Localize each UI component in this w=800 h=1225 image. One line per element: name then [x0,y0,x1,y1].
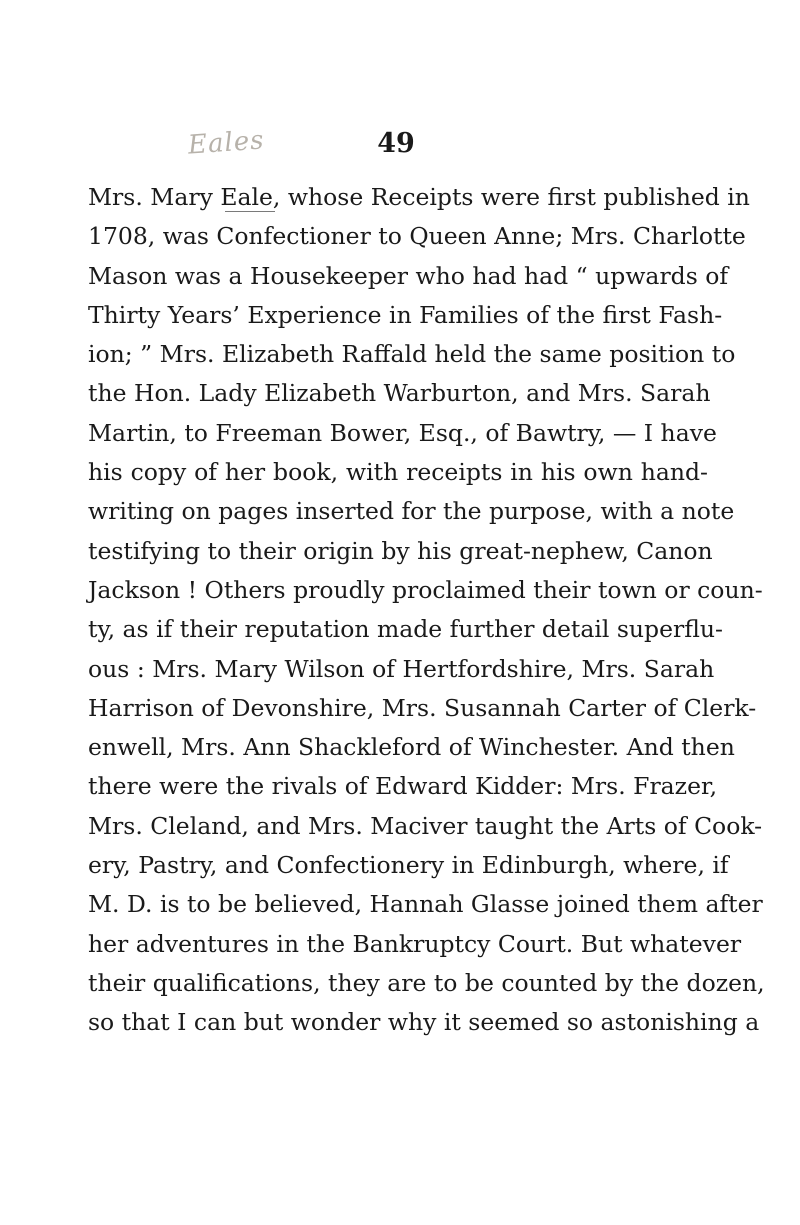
text-line: their qualifications, they are to be counted by the dozen, [88,968,765,997]
text-line: Jackson ! Others proudly proclaimed their town or coun- [88,575,763,604]
text-line: there were the rivals of Edward Kidder: Mrs. Frazer, [88,772,718,801]
text-line: testifying to their origin by his great-nephew, Canon [88,536,713,565]
text-line: writing on pages inserted for the purpose, with a note [88,497,735,526]
text-line: ous : Mrs. Mary Wilson of Hertfordshire, Mrs. Sarah [88,654,715,683]
page-number: 49 [377,128,415,159]
text-line: M. D. is to be believed, Hannah Glasse joined them after [88,890,763,919]
text-line: so that I can but wonder why it seemed so astonishing a [88,1008,760,1037]
text-line: enwell, Mrs. Ann Shackleford of Winchester. And then [88,733,735,762]
text-line: her adventures in the Bankruptcy Court. But whatever [88,929,742,958]
text-line: Martin, to Freeman Bower, Esq., of Bawtry, — I have [88,418,717,447]
text-line: Mrs. Mary Eale, whose Receipts were first published in [88,183,750,211]
text-line: Mason was a Housekeeper who had had “ upwards of [88,261,729,290]
body-text [88,178,765,1043]
handwritten-annotation: Eales [187,125,266,161]
text-line: his copy of her book, with receipts in his own hand- [88,458,708,487]
text-line: Thirty Years’ Experience in Families of the first Fash- [88,300,723,329]
text-line: ion; ” Mrs. Elizabeth Raffald held the same position to [88,340,736,369]
text-line: ery, Pastry, and Confectionery in Edinburgh, where, if [88,851,729,880]
text-line: Mrs. Cleland, and Mrs. Maciver taught the Arts of Cook- [88,811,763,840]
text-line: Harrison of Devonshire, Mrs. Susannah Carter of Clerk- [88,693,757,722]
text-line: the Hon. Lady Elizabeth Warburton, and Mrs. Sarah [88,379,711,408]
text-line: ty, as if their reputation made further detail superflu- [88,615,723,644]
text-line: 1708, was Confectioner to Queen Anne; Mrs. Charlotte [88,222,746,251]
